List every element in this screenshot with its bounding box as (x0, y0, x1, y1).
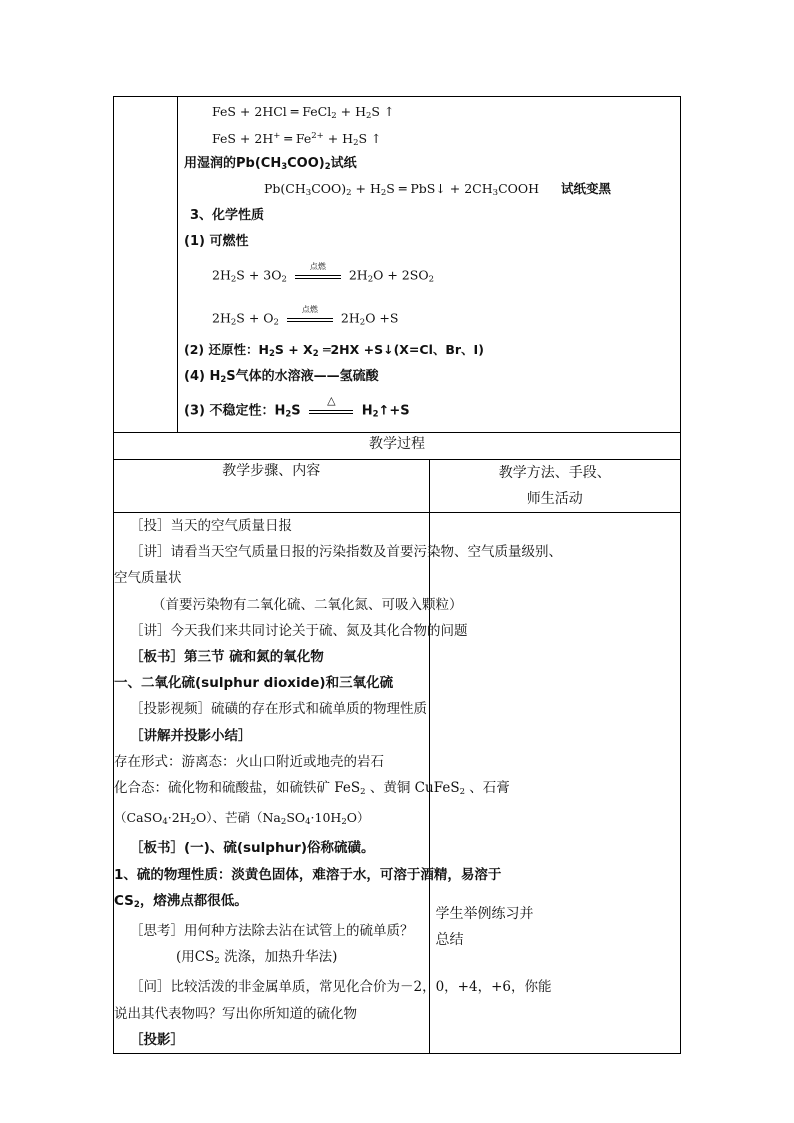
reducibility-line: (2) 还原性：$H_2S + X_2$ ═2HX +S↓(X=Cl、Br、I) (184, 342, 484, 359)
line-projection: ［投影］ (130, 1031, 184, 1048)
line-gypsum: $(CaSO_4\cdot 2H_2O)$、芒硝$(Na_2SO_4\cdot 10H_2O)$ (114, 810, 370, 828)
column-steps-heading: 教学步骤、内容 (114, 460, 430, 513)
line-projection-report: ［投］当天的空气质量日报 (130, 518, 292, 534)
student-activity-line1: 学生举例练习并 (435, 906, 534, 922)
student-activity-line2: 总结 (435, 932, 464, 948)
heading-chemical-properties: 3、化学性质 (190, 208, 265, 223)
line-question-cont: 说出其代表物吗？写出你所知道的硫化物 (114, 1005, 357, 1022)
student-activity-note (430, 513, 681, 953)
instability-line: (3) 不稳定性：$H_2S$ △ $H_2↑+S$ (184, 394, 410, 420)
line-video: ［投影视频］硫磺的存在形式和硫单质的物理性质 (130, 701, 427, 718)
line-lecture-report: ［讲］请看当天空气质量日报的污染指数及首要污染物、空气质量级别、 (130, 544, 562, 561)
line-physical-properties: 1、硫的物理性质：淡黄色固体，难溶于水，可溶于酒精，易溶于 (114, 866, 502, 883)
chem-properties-cell (178, 97, 681, 433)
line-sulfur-dioxide-heading: 一、二氧化硫(sulphur dioxide)和三氧化硫 (114, 675, 394, 692)
line-cs2: $CS_2$，熔沸点都很低。 (114, 892, 248, 910)
top-left-cell (114, 97, 178, 433)
column-methods-heading-line2: 师生活动 (526, 491, 583, 507)
line-lecture-discuss: ［讲］今天我们来共同讨论关于硫、氮及其化合物的问题 (130, 622, 468, 639)
line-think: ［思考］用何种方法除去沾在试管上的硫单质？ (130, 923, 414, 940)
line-pollutants: （首要污染物有二氧化硫、二氧化氮、可吸入颗粒） (152, 596, 463, 613)
heading-combustibility: (1) 可燃性 (184, 234, 249, 249)
line-summary: ［讲解并投影小结］ (130, 727, 252, 744)
line-think-answer: (用$CS_2$ 洗涤，加热升华法) (176, 949, 338, 967)
line-board-section: ［板书］第三节 硫和氮的氧化物 (130, 649, 324, 666)
ignition-condition-2: 点燃 (287, 312, 333, 326)
ignition-condition: 点燃 (295, 269, 341, 283)
equation-fes-ion: FeS + 2H+ ═ $Fe^{2+} + H_2S$ ↑ (212, 131, 382, 148)
line-combined-state: 化合态：硫化物和硫酸盐，如硫铁矿 FeS$_2$ 、黄铜 CuFeS$_2$ 、石膏 (114, 780, 510, 798)
lesson-table (113, 96, 681, 1054)
heat-condition: △ (309, 404, 353, 418)
column-methods-heading (429, 460, 681, 513)
hydrosulfuric-acid-line: (4) $H_2S$气体的水溶液——氢硫酸 (184, 369, 379, 385)
equation-lead-acetate: $Pb(CH_3COO)_2 + H_2S$ ═ PbS↓ + $2CH_3COOH$ 试纸变黑 (264, 181, 612, 198)
column-methods-heading-line1: 教学方法、手段、 (498, 465, 611, 481)
line-air-quality: 空气质量状 (114, 570, 182, 587)
equation-combustion-full: $2H_2S + 3O_2$ 点燃 $2H_2O + 2SO_2$ (212, 262, 434, 285)
equation-fes-hcl: FeS + 2HCl ═ FeCl$_2$ + $H_2S$ ↑ (212, 104, 395, 121)
equation-combustion-partial: $2H_2S + O_2$ 点燃 $2H_2O +S$ (212, 305, 399, 328)
line-free-state: 存在形式：游离态：火山口附近或地壳的岩石 (114, 753, 384, 770)
line-board-sulfur: ［板书］(一)、硫(sulphur)俗称硫磺。 (130, 840, 375, 857)
teaching-process-title: 教学过程 (114, 433, 681, 460)
lead-acetate-paper: 用湿润的$Pb(CH_3COO)_2$试纸 (184, 156, 357, 172)
line-question: ［问］比较活泼的非金属单质，常见化合价为－2，0，+4，+6，你能 (130, 979, 552, 996)
